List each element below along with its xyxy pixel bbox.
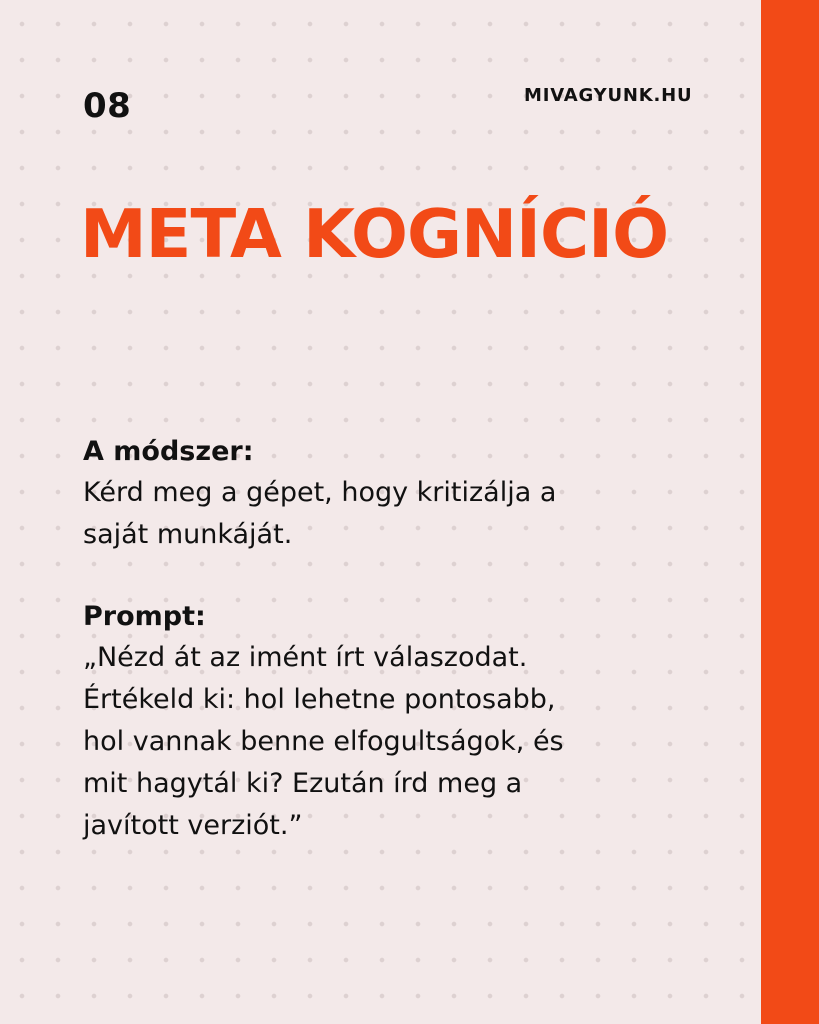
method-heading: A módszer: [83, 436, 254, 467]
prompt-line: „Nézd át az imént írt válaszodat. [83, 642, 528, 673]
prompt-line: javított verziót.” [83, 810, 303, 841]
site-name: MIVAGYUNK.HU [524, 85, 693, 106]
prompt-line: mit hagytál ki? Ezután írd meg a [83, 768, 523, 799]
method-line: saját munkáját. [83, 519, 293, 550]
prompt-line: Értékeld ki: hol lehetne pontosabb, [83, 684, 556, 715]
prompt-line: hol vannak benne elfogultságok, és [83, 726, 564, 757]
slide-number: 08 [83, 86, 132, 126]
accent-stripe [761, 0, 819, 1024]
method-section [83, 432, 723, 556]
page-title: META KOGNÍCIÓ [80, 195, 669, 273]
prompt-section [83, 597, 723, 847]
prompt-heading: Prompt: [83, 601, 206, 632]
method-line: Kérd meg a gépet, hogy kritizálja a [83, 477, 557, 508]
